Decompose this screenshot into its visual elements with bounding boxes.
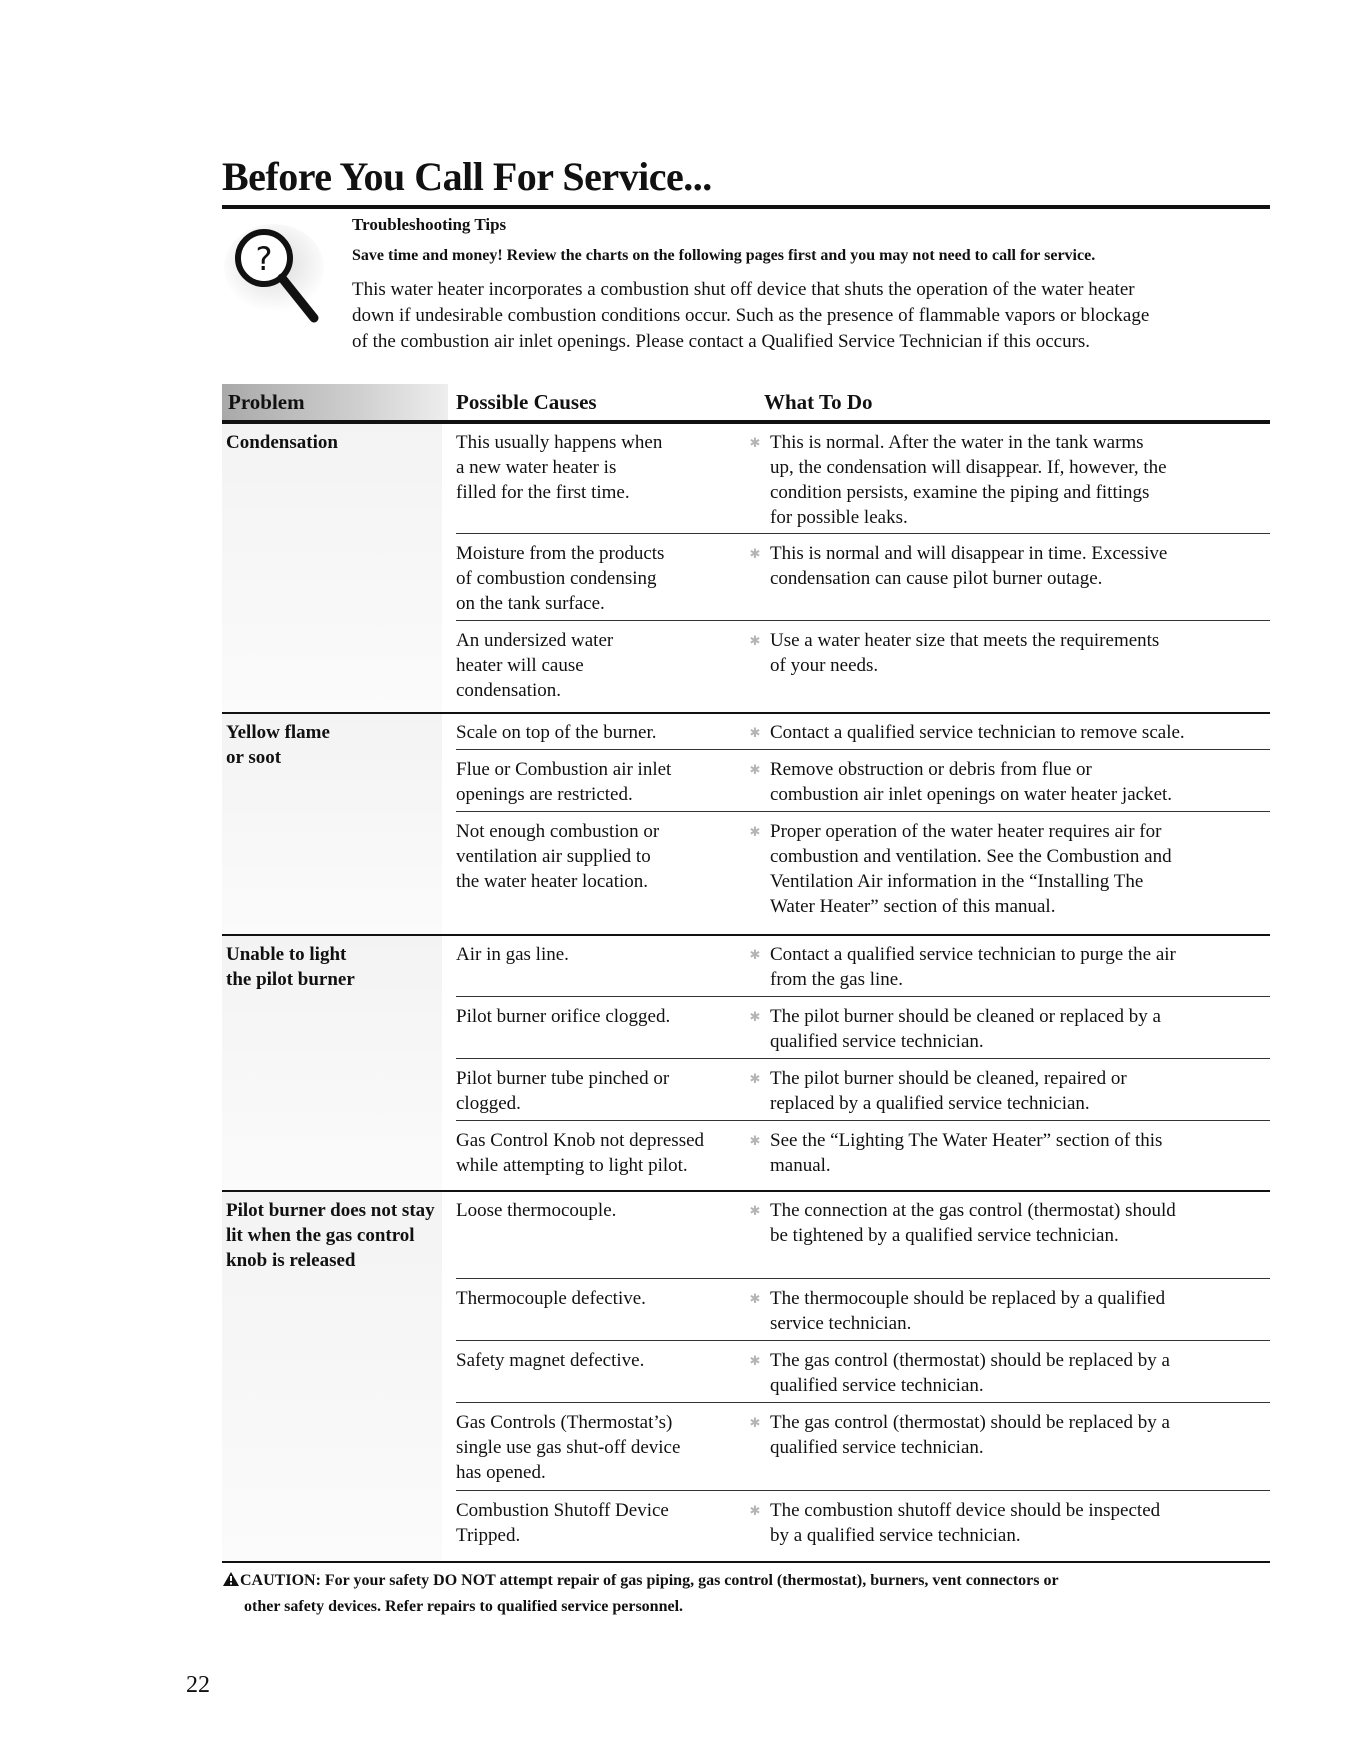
cause-line: Tripped. [456, 1525, 521, 1546]
possible-cause [456, 1128, 746, 1178]
table-row [222, 815, 1270, 934]
page-title: Before You Call For Service... [222, 154, 712, 199]
bullet-icon: ✱ [749, 435, 761, 450]
todo-line: Use a water heater size that meets the requirements [770, 630, 1160, 651]
cause-line: the water heater location. [456, 871, 649, 892]
cause-line: Thermocouple defective. [456, 1288, 646, 1309]
cause-line: Scale on top of the burner. [456, 722, 657, 743]
bullet-icon: ✱ [749, 1503, 761, 1518]
todo-line: qualified service technician. [770, 1375, 984, 1396]
tips-body-line: of the combustion air inlet openings. Please contact a Qualified Service Technician if this occurs. [352, 331, 1091, 352]
bullet-icon: ✱ [749, 633, 761, 648]
table-row [222, 716, 1270, 749]
what-to-do [770, 1128, 1270, 1178]
troubleshooting-tips [352, 215, 1267, 355]
what-to-do [770, 757, 1270, 807]
table-row [222, 1344, 1270, 1402]
todo-line: This is normal. After the water in the tank warms [770, 432, 1144, 453]
todo-line: by a qualified service technician. [770, 1525, 1021, 1546]
todo-line: Contact a qualified service technician to remove scale. [770, 722, 1185, 743]
table-row [222, 1406, 1270, 1490]
svg-text:?: ? [255, 240, 273, 278]
todo-line: The gas control (thermostat) should be replaced by a [770, 1412, 1170, 1433]
tips-body [352, 277, 1267, 355]
what-to-do [770, 942, 1270, 992]
bullet-icon: ✱ [749, 725, 761, 740]
cause-line: has opened. [456, 1462, 546, 1483]
problem-label-line: or soot [226, 747, 282, 768]
possible-cause [456, 1348, 746, 1373]
column-header-what-to-do: What To Do [764, 390, 873, 414]
what-to-do [770, 720, 1270, 745]
possible-cause [456, 1410, 746, 1485]
problem-group [222, 422, 1270, 712]
what-to-do [770, 1348, 1270, 1398]
warning-triangle-icon [222, 1571, 240, 1587]
problem-label-line: Condensation [226, 432, 338, 453]
magnifier-question-icon [222, 218, 346, 342]
possible-cause [456, 819, 746, 894]
cause-line: Combustion Shutoff Device [456, 1500, 669, 1521]
cause-line: Flue or Combustion air inlet [456, 759, 672, 780]
problem-label-line: Unable to light [226, 944, 347, 965]
todo-line: qualified service technician. [770, 1031, 984, 1052]
cause-line: single use gas shut-off device [456, 1437, 681, 1458]
todo-line: This is normal and will disappear in time. Excessive [770, 543, 1168, 564]
table-row [222, 1494, 1270, 1561]
todo-line: replaced by a qualified service technician. [770, 1093, 1090, 1114]
problem-group [222, 1190, 1270, 1561]
bullet-icon: ✱ [749, 947, 761, 962]
possible-cause [456, 1198, 746, 1223]
todo-line: Ventilation Air information in the “Installing The [770, 871, 1144, 892]
todo-line: combustion air inlet openings on water heater jacket. [770, 784, 1173, 805]
what-to-do [770, 1066, 1270, 1116]
bullet-icon: ✱ [749, 1291, 761, 1306]
todo-line: qualified service technician. [770, 1437, 984, 1458]
what-to-do [770, 1004, 1270, 1054]
bullet-icon: ✱ [749, 1009, 761, 1024]
table-row [222, 624, 1270, 712]
bullet-icon: ✱ [749, 762, 761, 777]
what-to-do [770, 819, 1270, 919]
todo-line: combustion and ventilation. See the Combustion and [770, 846, 1172, 867]
column-header-possible-causes: Possible Causes [456, 390, 597, 414]
tips-body-line: This water heater incorporates a combustion shut off device that shuts the operation of the water heater [352, 279, 1135, 300]
problem-label-line: Pilot burner does not stay [226, 1200, 435, 1221]
row-rule [456, 1058, 1270, 1059]
todo-line: for possible leaks. [770, 507, 908, 528]
bullet-icon: ✱ [749, 824, 761, 839]
todo-line: of your needs. [770, 655, 879, 676]
todo-line: from the gas line. [770, 969, 903, 990]
possible-cause [456, 1498, 746, 1548]
cause-line: Air in gas line. [456, 944, 569, 965]
todo-line: condensation can cause pilot burner outage. [770, 568, 1103, 589]
page-number: 22 [186, 1672, 210, 1698]
row-rule [456, 1490, 1270, 1491]
column-header-problem: Problem [222, 384, 448, 420]
row-rule [456, 1120, 1270, 1121]
todo-line: service technician. [770, 1313, 912, 1334]
possible-cause [456, 1066, 746, 1116]
row-rule [456, 620, 1270, 621]
todo-line: The thermocouple should be replaced by a qualified [770, 1288, 1166, 1309]
bullet-icon: ✱ [749, 1133, 761, 1148]
possible-cause [456, 628, 746, 703]
row-rule [456, 533, 1270, 534]
cause-line: Not enough combustion or [456, 821, 660, 842]
todo-line: Remove obstruction or debris from flue or [770, 759, 1092, 780]
cause-line: clogged. [456, 1093, 521, 1114]
table-row [222, 1000, 1270, 1058]
todo-line: See the “Lighting The Water Heater” section of this [770, 1130, 1163, 1151]
table-bottom-rule [222, 1561, 1270, 1563]
problem-group [222, 712, 1270, 934]
cause-line: Moisture from the products [456, 543, 665, 564]
todo-line: up, the condensation will disappear. If, however, the [770, 457, 1167, 478]
cause-line: Pilot burner tube pinched or [456, 1068, 670, 1089]
tips-heading: Troubleshooting Tips [352, 215, 507, 234]
what-to-do [770, 430, 1270, 530]
problem-label-line: knob is released [226, 1250, 356, 1271]
todo-line: manual. [770, 1155, 831, 1176]
todo-line: The connection at the gas control (thermostat) should [770, 1200, 1176, 1221]
row-rule [456, 1340, 1270, 1341]
todo-line: The pilot burner should be cleaned, repaired or [770, 1068, 1127, 1089]
row-rule [456, 811, 1270, 812]
todo-line: The pilot burner should be cleaned or replaced by a [770, 1006, 1161, 1027]
todo-line: condition persists, examine the piping and fittings [770, 482, 1150, 503]
cause-line: while attempting to light pilot. [456, 1155, 688, 1176]
cause-line: of combustion condensing [456, 568, 657, 589]
what-to-do [770, 541, 1270, 591]
bullet-icon: ✱ [749, 1353, 761, 1368]
possible-cause [456, 541, 746, 616]
bullet-icon: ✱ [749, 1203, 761, 1218]
what-to-do [770, 1410, 1270, 1460]
cause-line: openings are restricted. [456, 784, 633, 805]
cause-line: ventilation air supplied to [456, 846, 651, 867]
cause-line: a new water heater is [456, 457, 617, 478]
cause-line: An undersized water [456, 630, 614, 651]
table-row [222, 1282, 1270, 1340]
todo-line: The combustion shutoff device should be inspected [770, 1500, 1161, 1521]
possible-cause [456, 942, 746, 967]
cause-line: condensation. [456, 680, 562, 701]
cause-line: This usually happens when [456, 432, 663, 453]
what-to-do [770, 1198, 1270, 1248]
what-to-do [770, 1286, 1270, 1336]
problem-label-line: lit when the gas control [226, 1225, 415, 1246]
todo-line: Proper operation of the water heater requires air for [770, 821, 1162, 842]
cause-line: Pilot burner orifice clogged. [456, 1006, 671, 1027]
what-to-do [770, 1498, 1270, 1548]
what-to-do [770, 628, 1270, 678]
title-rule [222, 205, 1270, 209]
possible-cause [456, 430, 746, 505]
table-row [222, 426, 1270, 533]
table-row [222, 753, 1270, 811]
cause-line: Gas Control Knob not depressed [456, 1130, 705, 1151]
todo-line: The gas control (thermostat) should be replaced by a [770, 1350, 1170, 1371]
caution-line-1: CAUTION: For your safety DO NOT attempt repair of gas piping, gas control (thermostat), burners, vent connectors or [240, 1572, 1059, 1589]
row-rule [456, 749, 1270, 750]
possible-cause [456, 1286, 746, 1311]
table-row [222, 1062, 1270, 1120]
tips-body-line: down if undesirable combustion conditions occur. Such as the presence of flammable vapors or blockage [352, 305, 1150, 326]
problem-group [222, 934, 1270, 1190]
caution-line-2: other safety devices. Refer repairs to qualified service personnel. [244, 1598, 684, 1615]
bullet-icon: ✱ [749, 546, 761, 561]
row-rule [456, 1402, 1270, 1403]
cause-line: filled for the first time. [456, 482, 630, 503]
table-row [222, 1124, 1270, 1190]
cause-line: on the tank surface. [456, 593, 605, 614]
todo-line: be tightened by a qualified service technician. [770, 1225, 1119, 1246]
row-rule [456, 996, 1270, 997]
table-row [222, 938, 1270, 996]
possible-cause [456, 757, 746, 807]
possible-cause [456, 1004, 746, 1029]
todo-line: Contact a qualified service technician to purge the air [770, 944, 1176, 965]
table-row [222, 1194, 1270, 1278]
bullet-icon: ✱ [749, 1415, 761, 1430]
row-rule [456, 1278, 1270, 1279]
cause-line: Gas Controls (Thermostat’s) [456, 1412, 673, 1433]
tips-bold-line: Save time and money! Review the charts on the following pages first and you may not need to call for service. [352, 247, 1096, 264]
problem-label-line: the pilot burner [226, 969, 355, 990]
cause-line: Loose thermocouple. [456, 1200, 617, 1221]
todo-line: Water Heater” section of this manual. [770, 896, 1056, 917]
cause-line: Safety magnet defective. [456, 1350, 645, 1371]
table-row [222, 537, 1270, 620]
bullet-icon: ✱ [749, 1071, 761, 1086]
caution-notice [222, 1568, 1270, 1620]
possible-cause [456, 720, 746, 745]
problem-label-line: Yellow flame [226, 722, 330, 743]
cause-line: heater will cause [456, 655, 584, 676]
